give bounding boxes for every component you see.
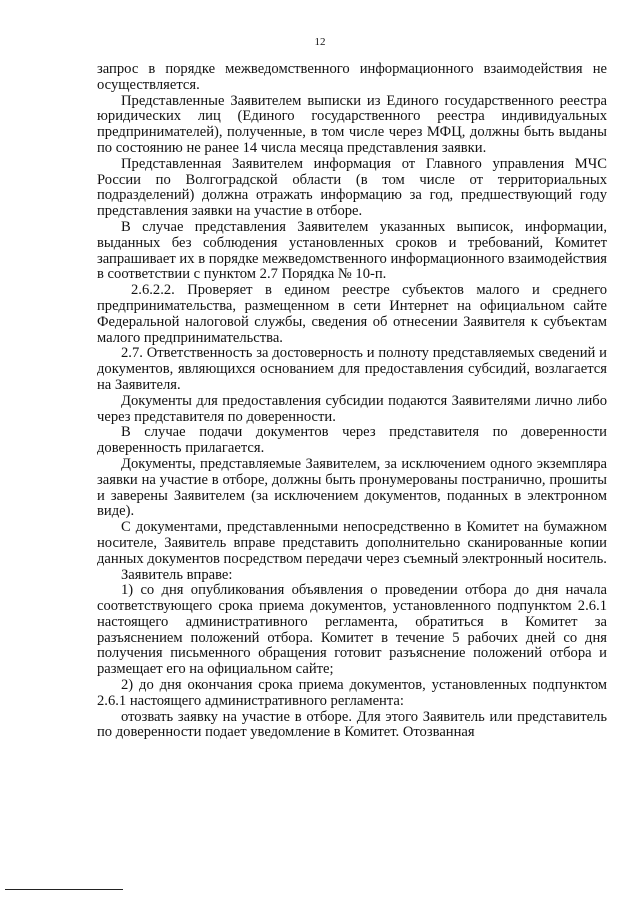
paragraph-interagency-request: В случае представления Заявителем указанных выписок, информации, выданных без соблюдения установленных сроков и требований, Комитет запрашивает их в порядке межведомственного информационного взаимодействия в соответствии с пунктом 2.7 Порядка № 10-п. (97, 218, 607, 283)
list-item-2: 2) до дня окончания срока приема документов, установленных подпунктом 2.6.1 настоящего административного регламента: (97, 677, 607, 709)
page-number: 12 (314, 36, 326, 48)
paragraph-extracts-validity: Представленные Заявителем выписки из Единого государственного реестра юридических лиц (Единого государственного реестра индивидуальных предпринимателей), полученные, в том числе через МФЦ, должны быть выданы по состоянию не ранее 14 числа месяца представления заявки. (97, 92, 607, 156)
paragraph-scanned-copies: С документами, представленными непосредственно в Комитет на бумажном носителе, Заявитель вправе представить дополнительно сканированные копии данных документов посредством передачи через съемный электронный носитель. (97, 519, 607, 567)
paragraph-submission-method: Документы для предоставления субсидии подаются Заявителями лично либо через представителя по доверенности. (97, 392, 607, 425)
paragraph-2-7-responsibility: 2.7. Ответственность за достоверность и полноту представляемых сведений и документов, являющихся основанием для предоставления субсидий, возлагается на Заявителя. (97, 345, 607, 393)
paragraph-applicant-rights: Заявитель вправе: (121, 566, 233, 583)
paragraph-document-binding: Документы, представляемые Заявителем, за исключением одного экземпляра заявки на участие в отборе, должны быть пронумерованы постранично, прошиты и заверены Заявителем (за исключением документов, поданных в электронном виде). (97, 455, 607, 520)
paragraph-withdraw-application: отозвать заявку на участие в отборе. Для этого Заявитель или представитель по доверенности подает уведомление в Комитет. Отозванная (97, 708, 607, 741)
paragraph-mchs-information: Представленная Заявителем информация от Главного управления МЧС России по Волгоградской области (в том числе от территориальных подразделений) должна отражать информацию за год, предшествующий году представления заявки на участие в отборе. (97, 155, 607, 220)
paragraph-continuation: запрос в порядке межведомственного информационного взаимодействия не осуществляется. (97, 61, 607, 93)
footer-divider (5, 889, 123, 890)
paragraph-power-of-attorney: В случае подачи документов через представителя по доверенности доверенность прилагается. (97, 424, 607, 457)
document-body (97, 62, 607, 741)
list-item-1: 1) со дня опубликования объявления о проведении отбора до дня начала соответствующего срока приема документов, установленного подпунктом 2.6.1 настоящего административного регламента, обратиться в Комитет за разъяснением положений отбора. Комитет в течение 5 рабочих дней со дня получения письменного обращения готовит разъяснение положений отбора и размещает его на официальном сайте; (97, 582, 607, 678)
paragraph-2-6-2-2: 2.6.2.2. Проверяет в едином реестре субъектов малого и среднего предпринимательства, размещенном в сети Интернет на официальном сайте Федеральной налоговой службы, сведения об отнесении Заявителя к субъектам малого предпринимательства. (97, 282, 607, 346)
